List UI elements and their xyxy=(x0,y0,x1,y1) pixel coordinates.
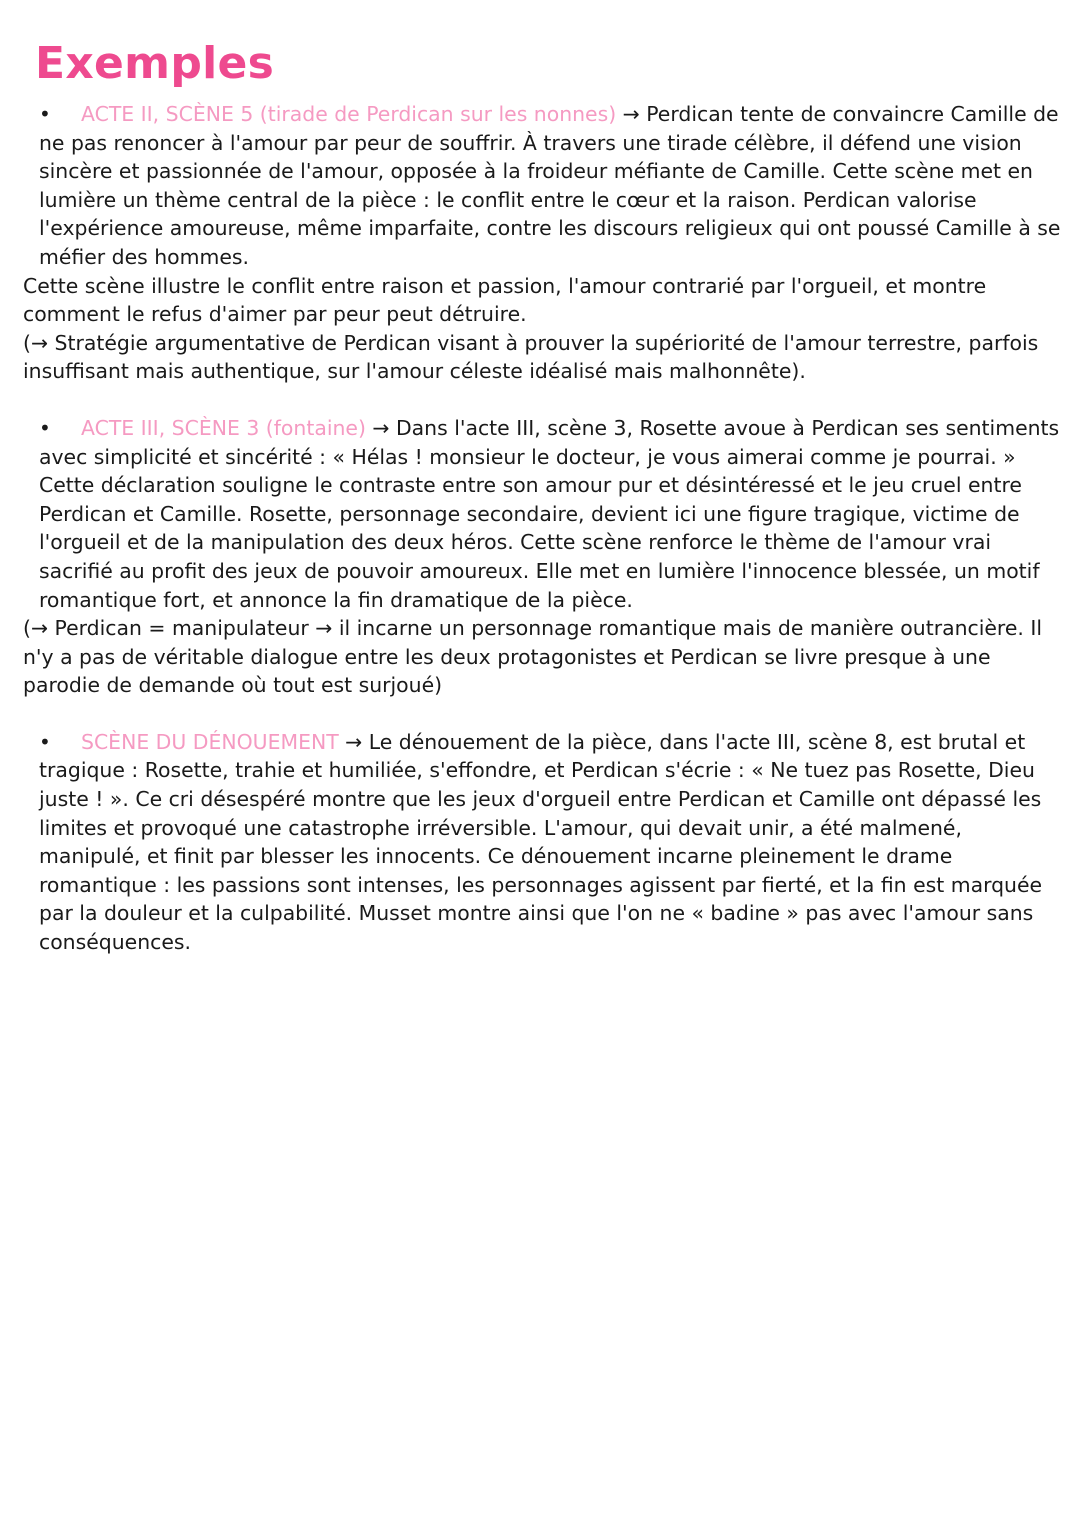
entry-1-paragraph-2: Cette scène illustre le conflit entre raison et passion, l'amour contrarié par l'orgueil, et montre comment le refus d'aimer par peur peut détruire. xyxy=(23,273,987,327)
example-entry-3 xyxy=(23,728,1063,957)
page-title: Exemples xyxy=(35,38,275,89)
entry-3-intro: Le dénouement de la pièce, dans l'acte III, scène 8, est brutal et tragique : Rosette, trahie et humiliée, s'effondre, et Perdican s'écrie : « Ne tuez pas Rosette, Dieu juste ! ». Ce cri désespéré montre que les jeux d'orgueil entre Perdican et Camille ont dépassé les limites et provoqué une catastrophe irréversible. L'amour, qui devait unir, a été malmené, manipulé, et finit par blesser les innocents. Ce dénouement incarne pleinement le drame romantique : les passions sont intenses, les personnages agissent par fierté, et la fin est marquée par la douleur et la culpabilité. Musset montre ainsi que l'on ne « badine » pas avec l'amour sans conséquences. xyxy=(39,729,1043,955)
entry-2-intro: Dans l'acte III, scène 3, Rosette avoue à Perdican ses sentiments avec simplicité et sincérité : « Hélas ! monsieur le docteur, je vous aimerai comme je pourrai. » Cette déclaration souligne le contraste entre son amour pur et désintéressé et le jeu cruel entre Perdican et Camille. Rosette, personnage secondaire, devient ici une figure tragique, victime de l'orgueil et de la manipulation des deux héros. Cette scène renforce le thème de l'amour vrai sacrifié au profit des jeux de pouvoir amoureux. Elle met en lumière l'innocence blessée, un motif romantique fort, et annonce la fin dramatique de la pièce. xyxy=(39,415,1060,612)
document-page xyxy=(23,32,1063,985)
entry-2-paragraph-1 xyxy=(23,414,1063,614)
entry-2-paragraph-2: (→ Perdican = manipulateur → il incarne un personnage romantique mais de manière outrancière. Il n'y a pas de véritable dialogue entre les deux protagonistes et Perdican se livre presque à une parodie de demande où tout est surjoué) xyxy=(23,616,1043,698)
example-entry-1 xyxy=(23,100,1063,386)
entry-1-paragraph-1 xyxy=(23,100,1063,272)
entry-3-paragraph-1 xyxy=(23,728,1063,957)
entry-1-heading: ACTE II, SCÈNE 5 (tirade de Perdican sur les nonnes) xyxy=(81,102,617,126)
arrow-icon: → xyxy=(622,102,640,126)
bullet-icon: • xyxy=(39,729,51,754)
entry-1-paragraph-3: (→ Stratégie argumentative de Perdican visant à prouver la supériorité de l'amour terrestre, parfois insuffisant mais authentique, sur l'amour céleste idéalisé mais malhonnête). xyxy=(23,330,1039,384)
arrow-icon: → xyxy=(372,415,390,440)
entry-1-intro: Perdican tente de convaincre Camille de ne pas renoncer à l'amour par peur de souffrir. À travers une tirade célèbre, il défend une vision sincère et passionnée de l'amour, opposée à la froideur méfiante de Camille. Cette scène met en lumière un thème central de la pièce : le conflit entre le cœur et la raison. Perdican valorise l'expérience amoureuse, même imparfaite, contre les discours religieux qui ont poussé Camille à se méfier des hommes. xyxy=(39,102,1061,269)
arrow-icon: → xyxy=(345,729,363,754)
bullet-icon: • xyxy=(39,415,51,440)
entry-3-heading: SCÈNE DU DÉNOUEMENT xyxy=(81,729,339,754)
bullet-icon: • xyxy=(39,102,51,126)
example-entry-2 xyxy=(23,414,1063,700)
entry-2-heading: ACTE III, SCÈNE 3 (fontaine) xyxy=(81,415,366,440)
